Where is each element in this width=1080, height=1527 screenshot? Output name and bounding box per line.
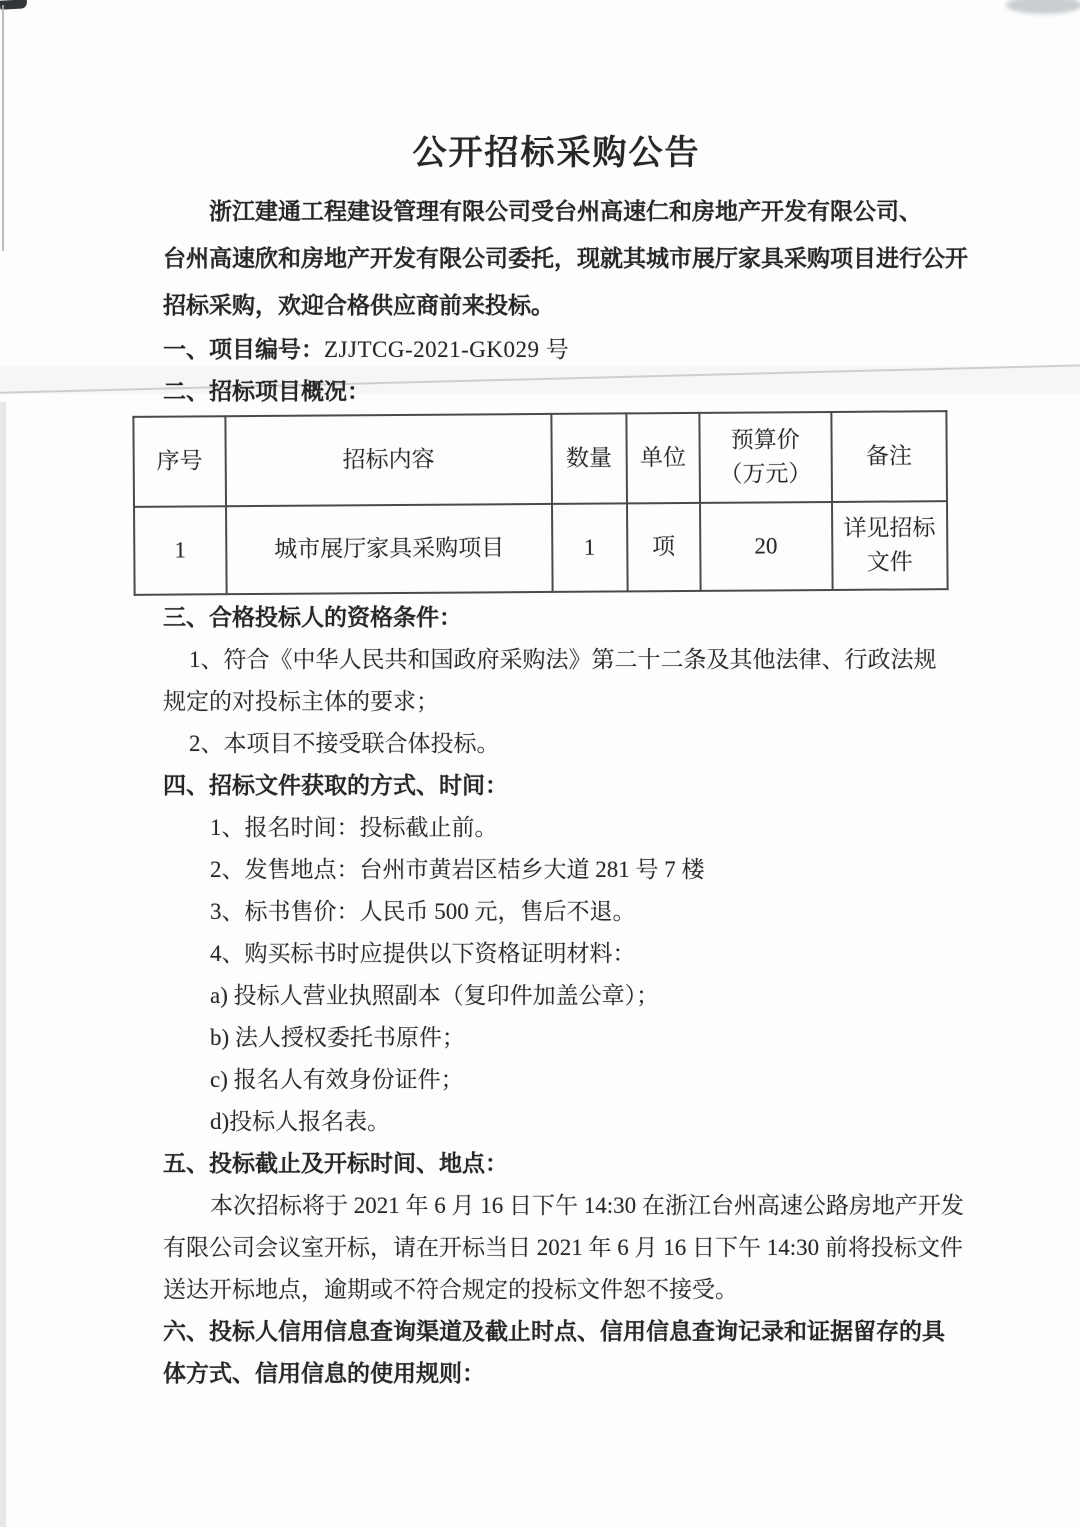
- document-body: [0, 134, 968, 1395]
- section-1-heading: [163, 329, 950, 371]
- qualification-item-1-line: 1、符合《中华人民共和国政府采购法》第二十二条及其他法律、行政法规: [189, 647, 937, 672]
- table-header-row: [133, 411, 947, 507]
- cell-note: 详见招标 文件: [832, 501, 948, 590]
- cell-serial: 1: [134, 506, 226, 595]
- material-item-d: d)投标人报名表。: [210, 1109, 391, 1134]
- project-number-label: 一、项目编号：: [163, 337, 324, 362]
- col-header-budget: [699, 412, 831, 503]
- col-header-unit: 单位: [626, 413, 700, 504]
- page-title: 公开招标采购公告: [412, 135, 701, 172]
- section-3-heading: 三、合格投标人的资格条件：: [163, 605, 462, 630]
- section-6-heading-line: 体方式、信用信息的使用规则：: [163, 1361, 485, 1386]
- qualification-item-2: 2、本项目不接受联合体投标。: [189, 731, 500, 756]
- project-number-value: ZJJTCG-2021-GK029 号: [324, 337, 570, 362]
- cell-quantity: 1: [552, 503, 627, 592]
- section-6-heading-line: 六、投标人信用信息查询渠道及截止时点、信用信息查询记录和证据留存的具: [163, 1319, 945, 1344]
- col-header-budget-line2: （万元）: [719, 461, 812, 487]
- cell-unit: 项: [627, 503, 701, 592]
- doc-obtain-item-4: 4、购买标书时应提供以下资格证明材料：: [210, 941, 636, 966]
- cell-content: 城市展厅家具采购项目: [226, 504, 553, 594]
- scan-smudge-top-right-icon: [1006, 0, 1080, 14]
- intro-line: 台州高速欣和房地产开发有限公司委托，现就其城市展厅家具采购项目进行公开: [163, 246, 968, 271]
- material-item-a: a) 投标人营业执照副本（复印件加盖公章）；: [210, 983, 660, 1008]
- intro-line: 浙江建通工程建设管理有限公司受台州高速仁和房地产开发有限公司、: [209, 199, 922, 224]
- col-header-serial: 序号: [133, 416, 225, 507]
- section-4-heading: 四、招标文件获取的方式、时间：: [163, 773, 508, 798]
- section-5-heading: 五、投标截止及开标时间、地点：: [163, 1151, 508, 1176]
- scan-smudge-top-left-icon: [0, 0, 27, 10]
- tender-overview-table: [132, 410, 948, 596]
- material-item-c: c) 报名人有效身份证件；: [210, 1067, 464, 1092]
- table-row: [134, 501, 948, 595]
- intro-paragraph: [163, 188, 968, 329]
- bid-opening-paragraph: [163, 1185, 964, 1311]
- qualification-item-1-line: 规定的对投标主体的要求；: [163, 689, 439, 714]
- doc-obtain-item-3: 3、标书售价：人民币 500 元，售后不退。: [210, 899, 636, 924]
- section-2-heading: 二、招标项目概况：: [163, 379, 370, 404]
- col-header-note: 备注: [831, 411, 947, 502]
- doc-obtain-item-1: 1、报名时间：投标截止前。: [210, 815, 498, 840]
- bid-opening-line: 有限公司会议室开标，请在开标当日 2021 年 6 月 16 日下午 14:30 前将投标文件: [163, 1235, 963, 1260]
- material-item-b: b) 法人授权委托书原件；: [210, 1025, 465, 1050]
- col-header-budget-line1: 预算价: [730, 427, 800, 453]
- intro-line: 招标采购，欢迎合格供应商前来投标。: [163, 293, 554, 318]
- bid-opening-line: 送达开标地点，逾期或不符合规定的投标文件恕不接受。: [163, 1277, 738, 1302]
- col-header-quantity: 数量: [551, 413, 626, 504]
- section-6-heading: [163, 1311, 950, 1395]
- col-header-content: 招标内容: [225, 414, 552, 506]
- cell-budget: 20: [700, 502, 832, 591]
- bid-opening-line: 本次招标将于 2021 年 6 月 16 日下午 14:30 在浙江台州高速公路房地产开发: [210, 1193, 964, 1218]
- qualification-item-1: [163, 639, 950, 723]
- doc-obtain-item-2: 2、发售地点：台州市黄岩区桔乡大道 281 号 7 楼: [210, 857, 705, 882]
